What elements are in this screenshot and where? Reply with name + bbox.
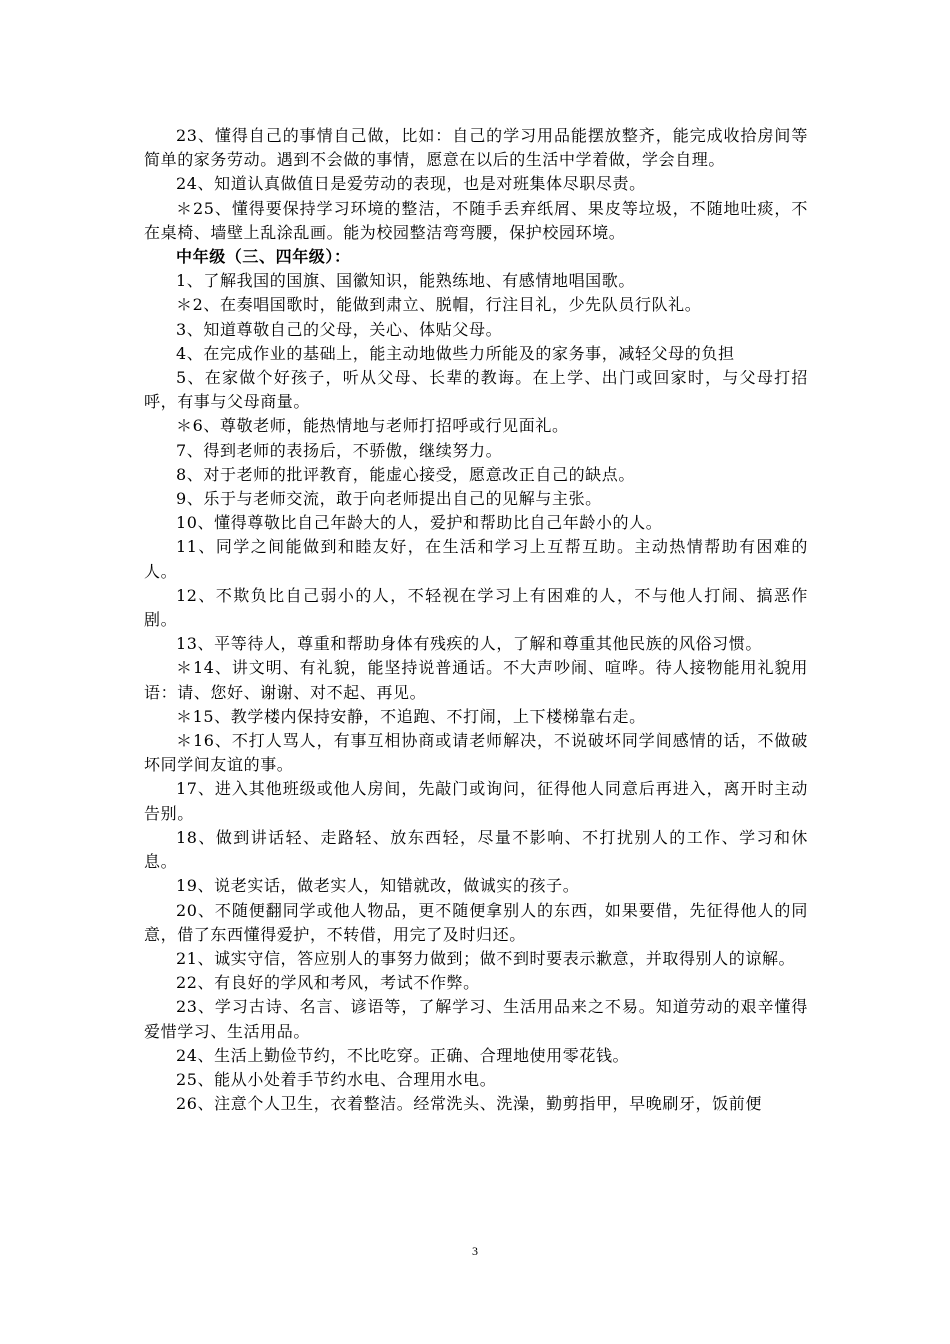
paragraph: ＊15、教学楼内保持安静，不追跑、不打闹，上下楼梯靠右走。: [176, 706, 646, 726]
paragraph: 26、注意个人卫生，衣着整洁。经常洗头、洗澡，勤剪指甲，早晚刷牙，饭前便: [176, 1094, 762, 1114]
paragraph: 18、做到讲话轻、走路轻、放东西轻，尽量不影响、不打扰别人的工作、学习和休息。: [144, 827, 808, 872]
paragraph: 24、知道认真做值日是爱劳动的表现，也是对班集体尽职尽责。: [176, 174, 646, 194]
paragraph: 22、有良好的学风和考风，考试不作弊。: [176, 973, 480, 993]
section-heading: 中年级（三、四年级）：: [176, 247, 351, 267]
paragraph: 17、进入其他班级或他人房间，先敲门或询问，征得他人同意后再进入，离开时主动告别。: [144, 779, 808, 823]
paragraph: 5、在家做个好孩子，听从父母、长辈的教诲。在上学、出门或回家时，与父母打招呼，有事与父母商量。: [144, 368, 808, 412]
paragraph: 10、懂得尊敬比自己年龄大的人，爱护和帮助比自己年龄小的人。: [176, 513, 663, 533]
paragraph: 20、不随便翻同学或他人物品，更不随便拿别人的东西，如果要借，先征得他人的同意，借了东西懂得爱护，不转借，用完了及时归还。: [144, 900, 808, 944]
paragraph: 7、得到老师的表扬后，不骄傲，继续努力。: [176, 440, 503, 460]
paragraph: ＊14、讲文明、有礼貌，能坚持说普通话。不大声吵闹、喧哗。待人接物能用礼貌用语：请、您好、谢谢、对不起、再见。: [144, 658, 808, 702]
paragraph: 4、在完成作业的基础上，能主动地做些力所能及的家务事，减轻父母的负担: [176, 343, 735, 363]
paragraph: 21、诚实守信，答应别人的事努力做到；做不到时要表示歉意，并取得别人的谅解。: [176, 948, 796, 968]
paragraph: 13、平等待人，尊重和帮助身体有残疾的人，了解和尊重其他民族的风俗习惯。: [176, 634, 762, 654]
paragraph: ＊6、尊敬老师，能热情地与老师打招呼或行见面礼。: [176, 416, 569, 436]
document-page: [144, 124, 808, 1116]
paragraph: 1、了解我国的国旗、国徽知识，能熟练地、有感情地唱国歌。: [176, 271, 635, 291]
paragraph: 25、能从小处着手节约水电、合理用水电。: [176, 1069, 497, 1089]
page-number: 3: [472, 1244, 478, 1258]
paragraph: 24、生活上勤俭节约，不比吃穿。正确、合理地使用零花钱。: [176, 1045, 630, 1065]
paragraph: 3、知道尊敬自己的父母，关心、体贴父母。: [176, 319, 503, 339]
paragraph: ＊25、懂得要保持学习环境的整洁，不随手丢弃纸屑、果皮等垃圾，不随地吐痰，不在桌椅、墙壁上乱涂乱画。能为校园整洁弯弯腰，保护校园环境。: [144, 198, 808, 242]
paragraph: 8、对于老师的批评教育，能虚心接受，愿意改正自己的缺点。: [176, 464, 635, 484]
paragraph: 11、同学之间能做到和睦友好，在生活和学习上互帮互助。主动热情帮助有困难的人。: [144, 537, 808, 581]
paragraph: 23、懂得自己的事情自己做，比如：自己的学习用品能摆放整齐，能完成收拾房间等简单的家务劳动。遇到不会做的事情，愿意在以后的生活中学着做，学会自理。: [144, 126, 808, 170]
paragraph: ＊16、不打人骂人，有事互相协商或请老师解决，不说破坏同学间感情的话，不做破坏同学间友谊的事。: [144, 731, 808, 775]
paragraph: 19、说老实话，做老实人，知错就改，做诚实的孩子。: [176, 876, 580, 896]
paragraph: 23、学习古诗、名言、谚语等，了解学习、生活用品来之不易。知道劳动的艰辛懂得爱惜学习、生活用品。: [144, 997, 808, 1041]
paragraph: ＊2、在奏唱国歌时，能做到肃立、脱帽，行注目礼，少先队员行队礼。: [176, 295, 702, 315]
paragraph: 9、乐于与老师交流，敢于向老师提出自己的见解与主张。: [176, 489, 602, 509]
paragraph: 12、不欺负比自己弱小的人，不轻视在学习上有困难的人，不与他人打闹、搞恶作剧。: [144, 585, 808, 630]
